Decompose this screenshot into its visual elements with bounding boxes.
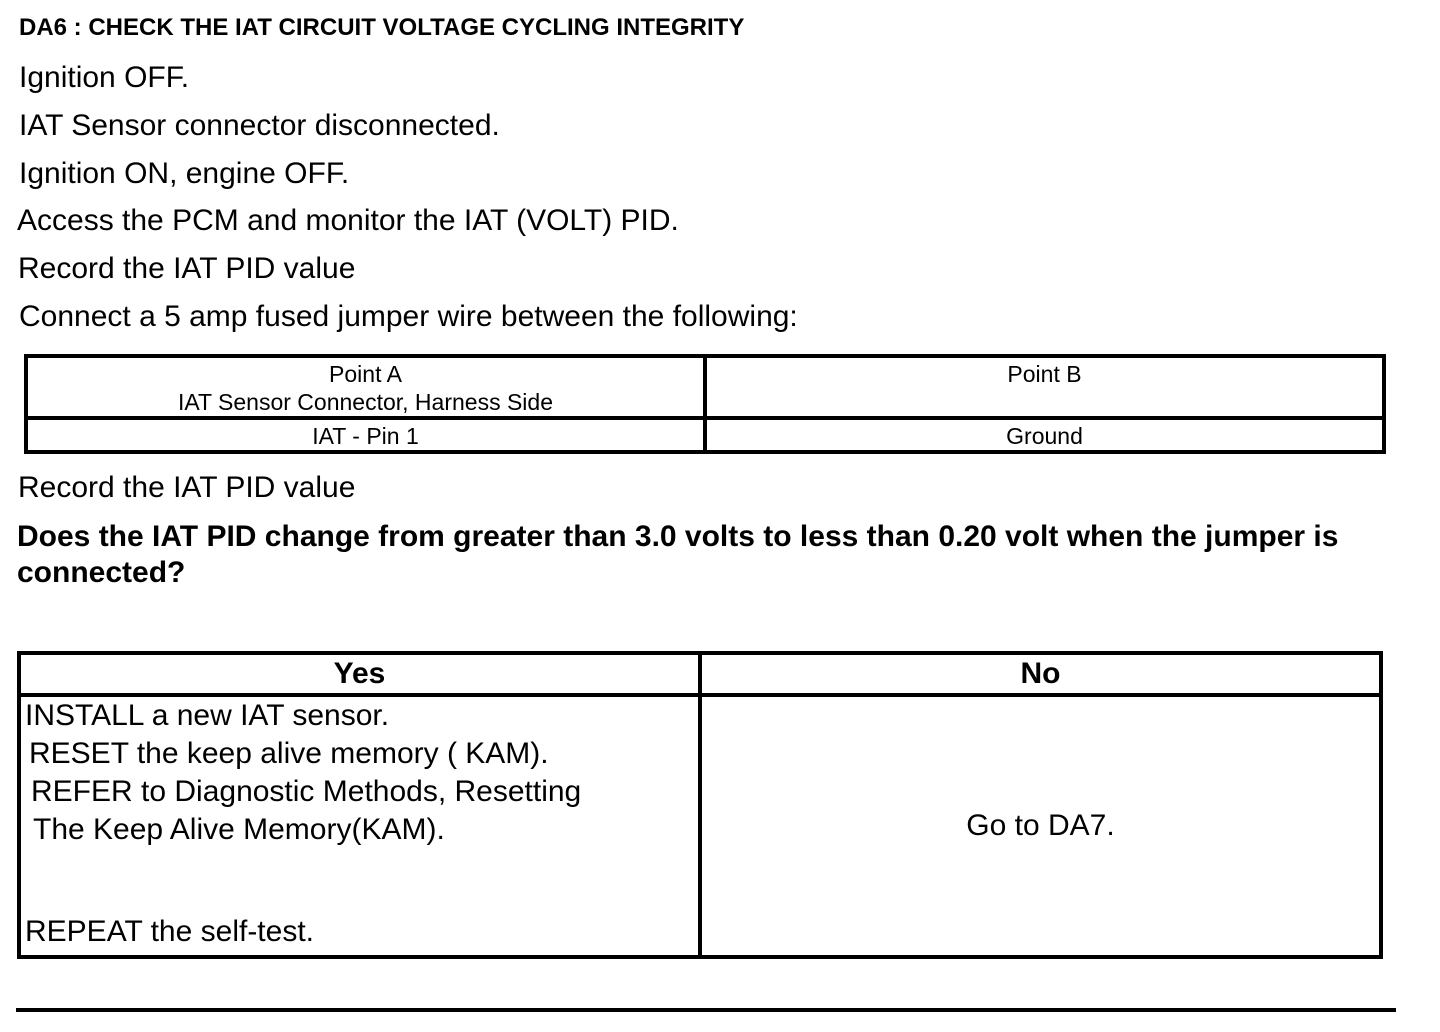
point-b-header-cell [705, 356, 1384, 418]
point-b-value: Ground [705, 418, 1384, 452]
step-connector-disconnected: IAT Sensor connector disconnected. [19, 109, 500, 142]
step-record-pid: Record the IAT PID value [18, 252, 356, 285]
no-action-cell: Go to DA7. [700, 695, 1381, 957]
step-access-pcm: Access the PCM and monitor the IAT (VOLT) PID. [17, 204, 679, 237]
yes-action-line: INSTALL a new IAT sensor. [25, 699, 390, 732]
step-ignition-off: Ignition OFF. [19, 61, 190, 94]
yes-action-line: The Keep Alive Memory(KAM). [33, 813, 445, 846]
point-a-header: Point A [329, 361, 402, 387]
yes-action-cell [19, 695, 700, 957]
result-table [17, 651, 1383, 959]
result-table-body-row [19, 695, 1381, 957]
jumper-table-header-row [26, 356, 1384, 418]
point-a-value: IAT - Pin 1 [26, 418, 705, 452]
point-a-header-cell [26, 356, 705, 418]
yes-header: Yes [19, 653, 700, 695]
step-record-pid-again: Record the IAT PID value [18, 471, 356, 504]
step-ignition-on: Ignition ON, engine OFF. [19, 157, 350, 190]
no-header: No [700, 653, 1381, 695]
step-connect-jumper: Connect a 5 amp fused jumper wire between the following: [19, 300, 798, 333]
yes-action-line: REFER to Diagnostic Methods, Resetting [31, 775, 582, 808]
jumper-table-value-row [26, 418, 1384, 452]
result-table-header-row [19, 653, 1381, 695]
yes-action-line: RESET the keep alive memory ( KAM). [29, 737, 549, 770]
diagnostic-question: Does the IAT PID change from greater than 3.0 volts to less than 0.20 volt when the jumper is connected? [17, 520, 1339, 589]
page-title: DA6 : CHECK THE IAT CIRCUIT VOLTAGE CYCLING INTEGRITY [19, 14, 745, 41]
yes-action-repeat: REPEAT the self-test. [25, 915, 314, 948]
jumper-table [24, 354, 1386, 454]
point-b-header: Point B [1007, 361, 1082, 387]
bottom-divider [16, 1008, 1396, 1012]
point-a-subheader: IAT Sensor Connector, Harness Side [177, 389, 553, 415]
